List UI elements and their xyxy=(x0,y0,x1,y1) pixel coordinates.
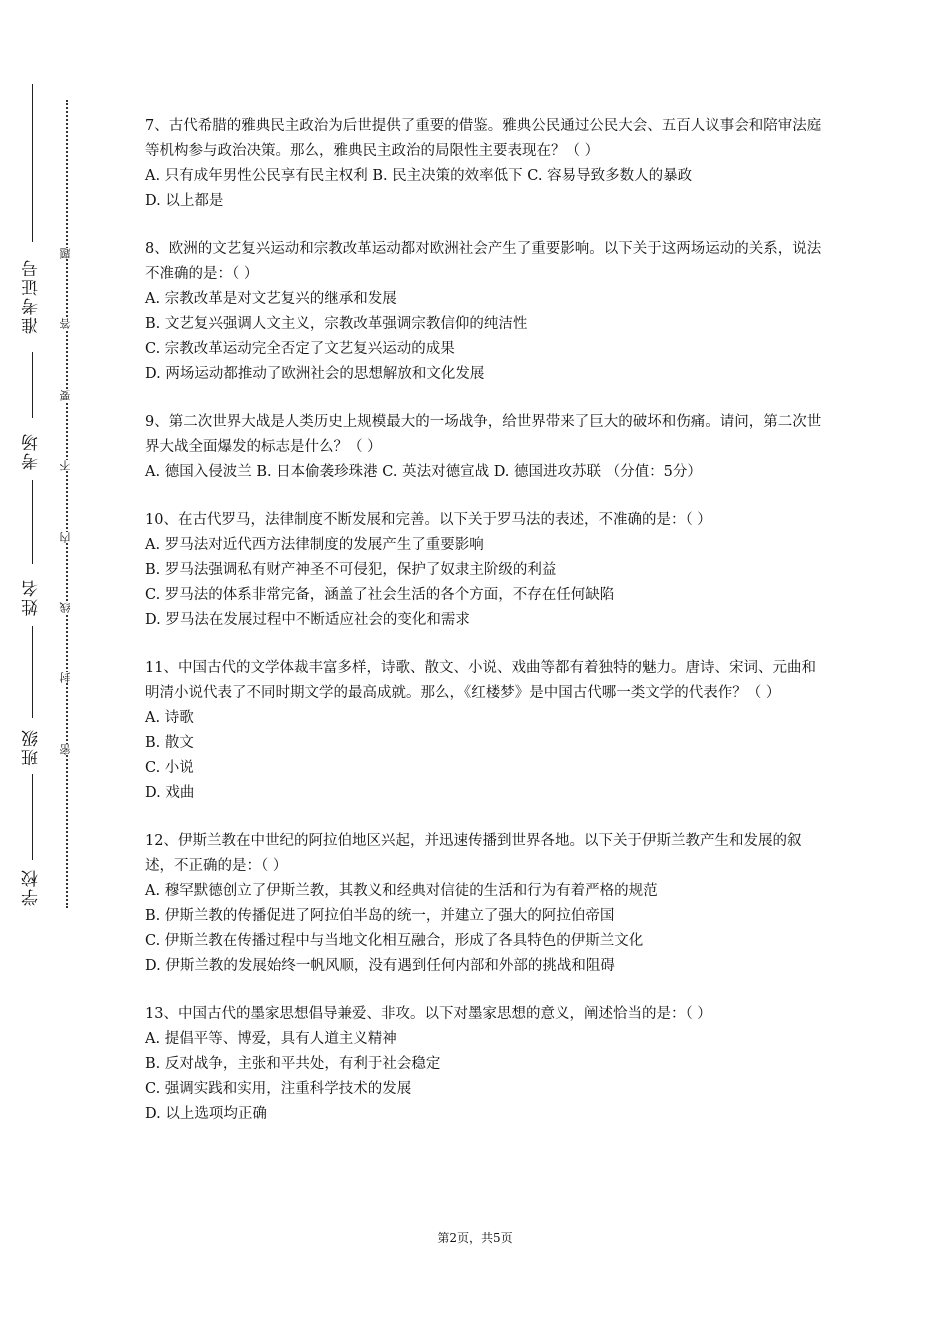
option-d[interactable]: D. 戏曲 xyxy=(145,785,195,801)
exam-number-label: 准考证号 xyxy=(22,258,42,334)
option-a[interactable]: A. 宗教改革是对文艺复兴的继承和发展 xyxy=(145,291,397,307)
option-d[interactable]: D. 伊斯兰教的发展始终一帆风顺，没有遇到任何内部和外部的挑战和阻碍 xyxy=(145,958,615,974)
option-a[interactable]: A. 提倡平等、博爱，具有人道主义精神 xyxy=(145,1031,397,1047)
option-list xyxy=(145,460,825,485)
question-7 xyxy=(145,114,825,214)
question-9 xyxy=(145,410,825,485)
option-list xyxy=(145,533,825,633)
rule-line xyxy=(32,774,33,860)
question-8 xyxy=(145,237,825,387)
option-c[interactable]: C. 英法对德宣战 xyxy=(382,464,490,480)
seal-char: 密 xyxy=(59,744,75,755)
option-b[interactable]: B. 散文 xyxy=(145,735,194,751)
option-c[interactable]: C. 宗教改革运动完全否定了文艺复兴运动的成果 xyxy=(145,341,455,357)
option-list xyxy=(145,1027,825,1127)
question-11 xyxy=(145,656,825,806)
option-a[interactable]: A. 诗歌 xyxy=(145,710,194,726)
seal-char: 不 xyxy=(59,460,75,471)
option-c[interactable]: C. 伊斯兰教在传播过程中与当地文化相互融合，形成了各具特色的伊斯兰文化 xyxy=(145,933,644,949)
option-c[interactable]: C. 容易导致多数人的暴政 xyxy=(527,168,693,184)
option-a[interactable]: A. 只有成年男性公民享有民主权利 xyxy=(145,168,368,184)
option-d[interactable]: D. 以上选项均正确 xyxy=(145,1106,267,1122)
option-a[interactable]: A. 德国入侵波兰 xyxy=(145,464,252,480)
option-d[interactable]: D. 德国进攻苏联 xyxy=(493,464,602,480)
exam-room-label: 考场 xyxy=(22,432,42,470)
binding-margin xyxy=(0,0,60,1344)
question-stem: 11、中国古代的文学体裁丰富多样，诗歌、散文、小说、戏曲等都有着独特的魅力。唐诗、宋词、元曲和明清小说代表了不同时期文学的最高成就。那么，《红楼梦》是中国古代哪一类文学的代表作？（ ） xyxy=(145,660,816,701)
seal-char: 题 xyxy=(59,248,75,259)
seal-char: 要 xyxy=(59,390,75,401)
school-label: 学校 xyxy=(22,868,42,906)
question-stem: 9、第二次世界大战是人类历史上规模最大的一场战争，给世界带来了巨大的破坏和伤痛。请问，第二次世界大战全面爆发的标志是什么？（ ） xyxy=(145,414,822,455)
class-label: 班级 xyxy=(22,728,42,766)
name-label: 姓名 xyxy=(22,578,42,616)
seal-char: 线 xyxy=(59,602,75,613)
option-d[interactable]: D. 罗马法在发展过程中不断适应社会的变化和需求 xyxy=(145,612,470,628)
option-a[interactable]: A. 穆罕默德创立了伊斯兰教，其教义和经典对信徒的生活和行为有着严格的规范 xyxy=(145,883,658,899)
option-b[interactable]: B. 罗马法强调私有财产神圣不可侵犯，保护了奴隶主阶级的利益 xyxy=(145,562,557,578)
option-list xyxy=(145,287,825,387)
option-b[interactable]: B. 日本偷袭珍珠港 xyxy=(256,464,378,480)
question-12 xyxy=(145,829,825,979)
seal-char: 封 xyxy=(59,672,75,683)
question-list xyxy=(145,114,825,1150)
option-a[interactable]: A. 罗马法对近代西方法律制度的发展产生了重要影响 xyxy=(145,537,484,553)
option-b[interactable]: B. 民主决策的效率低下 xyxy=(372,168,523,184)
option-c[interactable]: C. 小说 xyxy=(145,760,194,776)
question-stem: 12、伊斯兰教在中世纪的阿拉伯地区兴起，并迅速传播到世界各地。以下关于伊斯兰教产生和发展的叙述，不正确的是：（ ） xyxy=(145,833,802,874)
option-b[interactable]: B. 伊斯兰教的传播促进了阿拉伯半岛的统一，并建立了强大的阿拉伯帝国 xyxy=(145,908,615,924)
option-list xyxy=(145,706,825,806)
option-c[interactable]: C. 强调实践和实用，注重科学技术的发展 xyxy=(145,1081,412,1097)
question-stem: 10、在古代罗马，法律制度不断发展和完善。以下关于罗马法的表述，不准确的是：（ ） xyxy=(145,512,712,528)
question-stem: 13、中国古代的墨家思想倡导兼爱、非攻。以下对墨家思想的意义，阐述恰当的是：（ ） xyxy=(145,1006,712,1022)
seal-char: 内 xyxy=(59,532,75,543)
option-b[interactable]: B. 文艺复兴强调人文主义，宗教改革强调宗教信仰的纯洁性 xyxy=(145,316,528,332)
rule-line xyxy=(32,352,33,418)
score-note: （分值：5分） xyxy=(605,464,702,480)
question-stem: 7、古代希腊的雅典民主政治为后世提供了重要的借鉴。雅典公民通过公民大会、五百人议事会和陪审法庭等机构参与政治决策。那么，雅典民主政治的局限性主要表现在？（ ） xyxy=(145,118,822,159)
option-c[interactable]: C. 罗马法的体系非常完备，涵盖了社会生活的各个方面，不存在任何缺陷 xyxy=(145,587,615,603)
seal-line xyxy=(66,100,68,908)
seal-char: 答 xyxy=(59,318,75,329)
rule-line xyxy=(32,480,33,564)
question-stem: 8、欧洲的文艺复兴运动和宗教改革运动都对欧洲社会产生了重要影响。以下关于这两场运动的关系，说法不准确的是：（ ） xyxy=(145,241,822,282)
option-list xyxy=(145,879,825,979)
question-10 xyxy=(145,508,825,633)
page-number: 第2页，共5页 xyxy=(437,1231,513,1245)
option-d[interactable]: D. 以上都是 xyxy=(145,193,224,209)
option-list xyxy=(145,164,825,214)
option-b[interactable]: B. 反对战争，主张和平共处，有利于社会稳定 xyxy=(145,1056,441,1072)
question-13 xyxy=(145,1002,825,1127)
rule-line xyxy=(32,626,33,718)
option-d[interactable]: D. 两场运动都推动了欧洲社会的思想解放和文化发展 xyxy=(145,366,485,382)
rule-line xyxy=(32,84,33,242)
